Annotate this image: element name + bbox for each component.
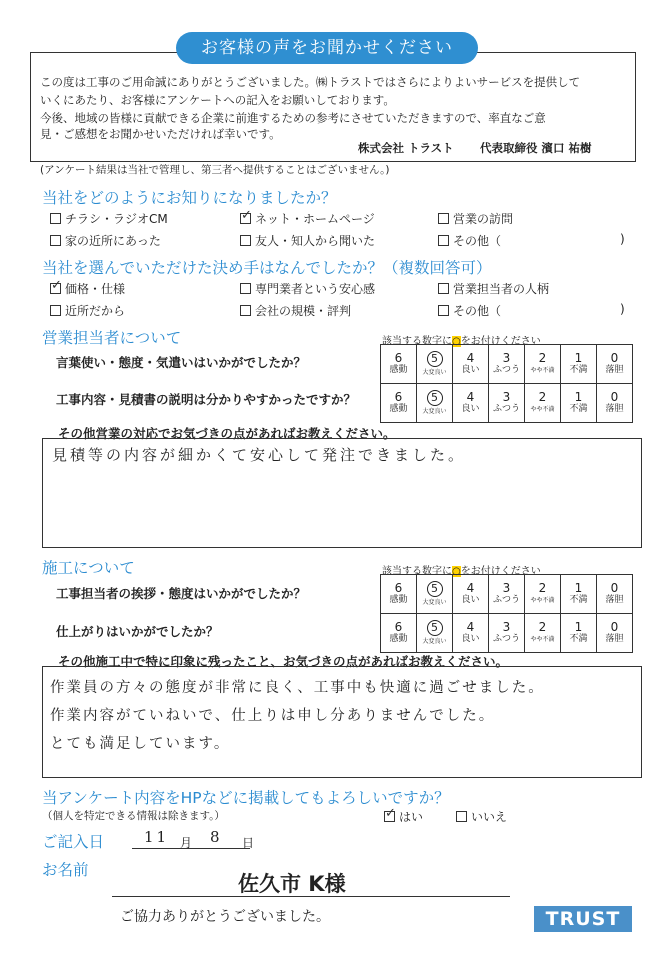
rating-6[interactable]: 6 感動 — [381, 575, 417, 614]
q2-title: 当社を選んでいただけた決め手はなんでしたか？（複数回答可） — [42, 259, 492, 277]
construction-comment-title: その他施工中で特に印象に残ったこと、お気づきの点があればお教えください。 — [58, 654, 509, 669]
date-label: ご記入日 — [42, 833, 105, 851]
rating-5-selected[interactable]: 5 大変良い — [417, 345, 453, 384]
survey-title: お客様の声をお聞かせください — [176, 32, 478, 64]
q1-option-flyer[interactable]: チラシ・ラジオCM — [50, 210, 168, 227]
trust-logo: TRUST — [534, 906, 632, 932]
rating-5-selected[interactable]: 5 大変良い — [417, 575, 453, 614]
q1-option-web[interactable]: ✓ ネット・ホームページ — [241, 208, 375, 226]
rating-4[interactable]: 4 良い — [453, 614, 489, 653]
checkbox[interactable] — [50, 213, 61, 224]
q2-close-paren: ) — [620, 302, 625, 316]
rating-3[interactable]: 3 ふつう — [489, 345, 525, 384]
sales-question-2: 工事内容・見積書の説明は分かりやすかったですか？ — [56, 392, 357, 407]
sales-rating-row-2 — [381, 384, 633, 423]
q1-close-paren: ) — [620, 232, 625, 246]
check-mark-icon: ✓ — [51, 278, 62, 293]
construction-comment-line-2: 作業内容がていねいで、仕上りは申し分ありませんでした。 — [50, 708, 496, 724]
name-label: お名前 — [42, 861, 89, 879]
q2-option-other[interactable]: その他（ — [438, 302, 501, 319]
date-month-unit: 月 — [180, 836, 193, 850]
construction-rating-table — [380, 574, 633, 653]
q1-title: 当社をどのようにお知りになりましたか？ — [42, 189, 337, 207]
date-day-value: 8 — [210, 828, 223, 846]
construction-rating-row-2 — [381, 614, 633, 653]
checkbox[interactable] — [240, 305, 251, 316]
date-day-unit: 日 — [242, 836, 255, 850]
check-mark-icon: ✓ — [241, 208, 252, 223]
rating-6[interactable]: 6 感動 — [381, 384, 417, 423]
rating-4[interactable]: 4 良い — [453, 345, 489, 384]
checkbox-checked[interactable] — [240, 208, 252, 224]
checkbox[interactable] — [240, 235, 251, 246]
check-mark-icon: ✓ — [385, 806, 396, 821]
publish-note: （個人を特定できる情報は除きます。） — [42, 810, 225, 822]
sales-comment-text: 見積等の内容が細かくて安心して発注できました。 — [52, 446, 467, 464]
customer-name: 佐久市 K様 — [238, 872, 346, 896]
intro-line-1: この度は工事のご用命誠にありがとうございました。㈱トラストではさらによりよいサービスを提供して — [40, 75, 581, 89]
sales-title: 営業担当者について — [42, 329, 182, 347]
sales-comment-title: その他営業の対応でお気づきの点があればお教えください。 — [58, 426, 396, 441]
rating-3[interactable]: 3 ふつう — [489, 575, 525, 614]
rating-2[interactable]: 2 やや不満 — [525, 614, 561, 653]
q1-option-nearby[interactable]: 家の近所にあった — [50, 232, 161, 249]
construction-title: 施工について — [42, 559, 135, 577]
construction-rating-hint: 該当する数字に○をお付けください — [382, 566, 541, 577]
publish-no[interactable]: いいえ — [456, 808, 507, 825]
construction-comment-line-3: とても満足しています。 — [50, 736, 231, 752]
rating-6[interactable]: 6 感動 — [381, 614, 417, 653]
checkbox[interactable] — [438, 235, 449, 246]
q2-option-salesperson[interactable]: 営業担当者の人柄 — [438, 280, 549, 297]
checkbox-checked[interactable] — [50, 278, 62, 294]
construction-question-1: 工事担当者の挨拶・態度はいかがでしたか？ — [56, 586, 307, 601]
rating-1[interactable]: 1 不満 — [561, 384, 597, 423]
checkbox-checked[interactable] — [384, 806, 396, 822]
construction-rating-row-1 — [381, 575, 633, 614]
rating-1[interactable]: 1 不満 — [561, 614, 597, 653]
rating-1[interactable]: 1 不満 — [561, 345, 597, 384]
rating-4[interactable]: 4 良い — [453, 575, 489, 614]
construction-question-2: 仕上がりはいかがでしたか？ — [56, 624, 219, 639]
sales-rating-row-1 — [381, 345, 633, 384]
intro-line-4: 見・ご感想をお聞かせいただければ幸いです。 — [40, 127, 281, 141]
ceo-name: 代表取締役 濱口 祐樹 — [480, 141, 592, 155]
rating-0[interactable]: 0 落胆 — [597, 575, 633, 614]
q1-option-friend[interactable]: 友人・知人から聞いた — [240, 232, 375, 249]
name-underline — [112, 896, 510, 897]
rating-3[interactable]: 3 ふつう — [489, 614, 525, 653]
intro-line-3: 今後、地域の皆様に貢献できる企業に前進するための参考にさせていただきますので、率直なご意 — [40, 111, 546, 125]
q1-option-other[interactable]: その他（ — [438, 232, 501, 249]
rating-5-selected[interactable]: 5 大変良い — [417, 384, 453, 423]
checkbox[interactable] — [438, 213, 449, 224]
sales-question-1: 言葉使い・態度・気遣いはいかがでしたか？ — [56, 355, 307, 370]
thanks-text: ご協力ありがとうございました。 — [120, 909, 330, 925]
rating-3[interactable]: 3 ふつう — [489, 384, 525, 423]
construction-comment-line-1: 作業員の方々の態度が非常に良く、工事中も快適に過ごせました。 — [50, 680, 545, 696]
date-month-value: 11 — [144, 828, 170, 846]
rating-5-selected[interactable]: 5 大変良い — [417, 614, 453, 653]
sales-rating-table — [380, 344, 633, 423]
rating-0[interactable]: 0 落胆 — [597, 614, 633, 653]
rating-2[interactable]: 2 やや不満 — [525, 384, 561, 423]
q2-option-nearby[interactable]: 近所だから — [50, 302, 125, 319]
checkbox[interactable] — [50, 305, 61, 316]
rating-4[interactable]: 4 良い — [453, 384, 489, 423]
rating-2[interactable]: 2 やや不満 — [525, 575, 561, 614]
rating-2[interactable]: 2 やや不満 — [525, 345, 561, 384]
rating-6[interactable]: 6 感動 — [381, 345, 417, 384]
checkbox[interactable] — [240, 283, 251, 294]
publish-yes[interactable]: ✓ はい — [385, 806, 424, 824]
checkbox[interactable] — [456, 811, 467, 822]
checkbox[interactable] — [438, 283, 449, 294]
q2-option-price[interactable]: ✓ 価格・仕様 — [51, 278, 126, 296]
rating-0[interactable]: 0 落胆 — [597, 384, 633, 423]
q2-option-reputation[interactable]: 会社の規模・評判 — [240, 302, 351, 319]
rating-1[interactable]: 1 不満 — [561, 575, 597, 614]
privacy-note: (アンケート結果は当社で管理し、第三者へ提供することはございません。) — [40, 164, 390, 176]
q1-option-sales-visit[interactable]: 営業の訪問 — [438, 210, 513, 227]
checkbox[interactable] — [438, 305, 449, 316]
rating-0[interactable]: 0 落胆 — [597, 345, 633, 384]
checkbox[interactable] — [50, 235, 61, 246]
publish-title: 当アンケート内容をHPなどに掲載してもよろしいですか？ — [42, 789, 450, 807]
intro-line-2: いくにあたり、お客様にアンケートへの記入をお願いしております。 — [40, 93, 395, 107]
q2-option-specialist[interactable]: 専門業者という安心感 — [240, 280, 375, 297]
company-name: 株式会社 トラスト — [358, 141, 454, 155]
sales-rating-hint: 該当する数字に○をお付けください — [382, 336, 541, 347]
